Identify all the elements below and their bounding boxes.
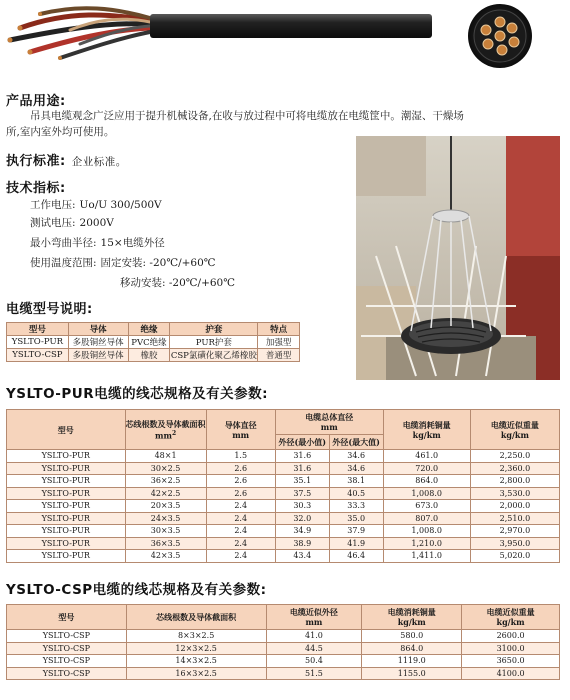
crane-spreader-photo <box>356 136 560 380</box>
col-header-copper-unit: kg/km <box>397 617 426 627</box>
spec-item-test-voltage <box>30 216 114 230</box>
table-cell: 673.0 <box>383 500 470 513</box>
table-cell: 33.3 <box>329 500 383 513</box>
col-header: 护套 <box>170 323 258 336</box>
col-header-od-label: 电缆近似外径 <box>289 607 338 617</box>
col-header-weight-label: 电缆近似重量 <box>490 419 539 430</box>
table-cell: 8×3×2.5 <box>126 630 266 643</box>
spec-value: 移动安装: -20℃/+60℃ <box>120 277 235 289</box>
table-cell: 2,970.0 <box>470 525 559 538</box>
col-header-weight-unit: kg/km <box>496 617 525 627</box>
spec-value: 固定安装: -20℃/+60℃ <box>100 257 216 269</box>
table-cell: 38.9 <box>275 537 329 550</box>
spec-item-voltage <box>30 198 162 212</box>
col-header: 特点 <box>258 323 300 336</box>
col-header-cores-unit-sup: 2 <box>171 429 177 437</box>
table-cell: YSLTO-PUR <box>7 475 126 488</box>
table-cell: 2.4 <box>206 537 275 550</box>
spec-item-temp-range <box>30 256 216 270</box>
table-row <box>7 642 560 655</box>
col-header-weight-label: 电缆近似重量 <box>486 607 535 617</box>
col-header-weight <box>462 605 560 630</box>
table-cell: 46.4 <box>329 550 383 563</box>
usage-text-line2: 所,室内室外均可使用。 <box>6 126 115 138</box>
col-header-conductor <box>206 410 275 450</box>
col-header-min: 外径(最小值) <box>275 435 329 450</box>
application-photo <box>356 136 560 380</box>
table-cell: 37.9 <box>329 525 383 538</box>
tech-heading: 技术指标: <box>6 181 66 196</box>
table-cell: 31.6 <box>275 462 329 475</box>
csp-spec-table <box>6 604 560 680</box>
table-cell: YSLTO-PUR <box>7 487 126 500</box>
table-cell: 1155.0 <box>362 667 462 680</box>
table-cell: 1,008.0 <box>383 525 470 538</box>
model-desc-heading: 电缆型号说明: <box>6 302 93 317</box>
table-cell: 43.4 <box>275 550 329 563</box>
table-cell: 2.4 <box>206 512 275 525</box>
table-cell: YSLTO-CSP <box>7 667 127 680</box>
table-header-row <box>7 323 300 336</box>
table-cell: 12×3×2.5 <box>126 642 266 655</box>
pur-heading: YSLTO-PUR电缆的线芯规格及有关参数: <box>6 386 269 402</box>
table-cell: 5,020.0 <box>470 550 559 563</box>
table-cell: 50.4 <box>266 655 362 668</box>
table-cell: 31.6 <box>275 450 329 463</box>
col-header-copper <box>362 605 462 630</box>
table-cell: 普通型 <box>258 349 300 362</box>
col-header-od <box>266 605 362 630</box>
table-cell: 41.9 <box>329 537 383 550</box>
spec-label: 最小弯曲半径: <box>30 237 97 249</box>
col-header-conductor-label: 导体直径 <box>224 419 257 430</box>
spec-value: 15×电缆外径 <box>100 237 165 249</box>
table-cell: 30×2.5 <box>125 462 206 475</box>
table-cell: 多股铜丝导体 <box>68 336 128 349</box>
table-cell: 4100.0 <box>462 667 560 680</box>
table-row <box>7 550 560 563</box>
col-header-weight <box>470 410 559 450</box>
col-header-copper-label: 电缆消耗铜量 <box>402 419 451 430</box>
table-cell: 36×2.5 <box>125 475 206 488</box>
col-header-model: 型号 <box>7 410 126 450</box>
table-header-row <box>7 410 560 435</box>
table-cell: YSLTO-PUR <box>7 550 126 563</box>
table-cell: 44.5 <box>266 642 362 655</box>
table-cell: YSLTO-PUR <box>7 500 126 513</box>
table-row <box>7 500 560 513</box>
table-cell: 35.0 <box>329 512 383 525</box>
table-cell: YSLTO-CSP <box>7 349 69 362</box>
table-cell: 720.0 <box>383 462 470 475</box>
table-cell: 2.4 <box>206 500 275 513</box>
table-cell: 多股铜丝导体 <box>68 349 128 362</box>
table-cell: 14×3×2.5 <box>126 655 266 668</box>
table-row <box>7 512 560 525</box>
table-cell: 38.1 <box>329 475 383 488</box>
table-cell: 2.4 <box>206 550 275 563</box>
col-header-max: 外径(最大值) <box>329 435 383 450</box>
col-header-cores: 芯线根数及导体截面积 <box>126 605 266 630</box>
spec-label: 工作电压: <box>30 199 76 211</box>
table-cell: 3100.0 <box>462 642 560 655</box>
table-cell: 2.6 <box>206 487 275 500</box>
table-cell: 40.5 <box>329 487 383 500</box>
csp-heading: YSLTO-CSP电缆的线芯规格及有关参数: <box>6 582 267 598</box>
table-cell: YSLTO-CSP <box>7 655 127 668</box>
table-cell: 橡胶 <box>128 349 170 362</box>
table-cell: 42×3.5 <box>125 550 206 563</box>
spec-label: 测试电压: <box>30 217 76 229</box>
table-row <box>7 349 300 362</box>
col-header-overall <box>275 410 383 435</box>
table-cell: 1.5 <box>206 450 275 463</box>
table-cell: 2.4 <box>206 525 275 538</box>
col-header-cores-unit: mm <box>155 430 172 441</box>
table-row <box>7 655 560 668</box>
table-cell: 34.9 <box>275 525 329 538</box>
table-row <box>7 336 300 349</box>
table-cell: 36×3.5 <box>125 537 206 550</box>
table-cell: 24×3.5 <box>125 512 206 525</box>
table-cell: 3,530.0 <box>470 487 559 500</box>
col-header-model: 型号 <box>7 605 127 630</box>
table-cell: 580.0 <box>362 630 462 643</box>
cable-illustration <box>0 0 570 72</box>
col-header-conductor-unit: mm <box>232 429 250 440</box>
table-cell: 2.6 <box>206 462 275 475</box>
table-header-row <box>7 605 560 630</box>
table-cell: 2600.0 <box>462 630 560 643</box>
table-cell: 1,008.0 <box>383 487 470 500</box>
table-cell: YSLTO-PUR <box>7 512 126 525</box>
col-header-cores <box>125 410 206 450</box>
table-cell: 807.0 <box>383 512 470 525</box>
col-header: 绝缘 <box>128 323 170 336</box>
table-cell: 32.0 <box>275 512 329 525</box>
col-header-overall-unit: mm <box>320 422 338 432</box>
table-cell: 1,411.0 <box>383 550 470 563</box>
table-cell: YSLTO-CSP <box>7 630 127 643</box>
table-row <box>7 450 560 463</box>
table-cell: 864.0 <box>362 642 462 655</box>
table-cell: 30.3 <box>275 500 329 513</box>
col-header: 导体 <box>68 323 128 336</box>
table-cell: 2,360.0 <box>470 462 559 475</box>
usage-text-line1: 吊具电缆观念广泛应用于提升机械设备,在收与放过程中可将电缆放在电缆筐中。潮湿、干燥场 <box>30 110 464 122</box>
table-cell: 864.0 <box>383 475 470 488</box>
table-cell: 42×2.5 <box>125 487 206 500</box>
table-cell: 1119.0 <box>362 655 462 668</box>
table-cell: YSLTO-PUR <box>7 537 126 550</box>
col-header: 型号 <box>7 323 69 336</box>
table-cell: CSP氯磺化聚乙烯橡胶 <box>170 349 258 362</box>
table-cell: PVC绝缘 <box>128 336 170 349</box>
spec-label: 使用温度范围: <box>30 257 97 269</box>
table-cell: 2,510.0 <box>470 512 559 525</box>
table-cell: 35.1 <box>275 475 329 488</box>
table-cell: 30×3.5 <box>125 525 206 538</box>
table-cell: 加强型 <box>258 336 300 349</box>
table-row <box>7 667 560 680</box>
table-cell: 48×1 <box>125 450 206 463</box>
table-row <box>7 475 560 488</box>
pur-spec-table <box>6 409 560 563</box>
col-header-copper <box>383 410 470 450</box>
table-cell: 461.0 <box>383 450 470 463</box>
table-cell: YSLTO-CSP <box>7 642 127 655</box>
table-row <box>7 537 560 550</box>
table-cell: 41.0 <box>266 630 362 643</box>
table-cell: 37.5 <box>275 487 329 500</box>
col-header-od-unit: mm <box>305 617 323 627</box>
table-cell: 2.6 <box>206 475 275 488</box>
col-header-copper-unit: kg/km <box>412 429 441 440</box>
table-cell: 34.6 <box>329 462 383 475</box>
col-header-copper-label: 电缆消耗铜量 <box>387 607 436 617</box>
table-cell: YSLTO-PUR <box>7 525 126 538</box>
standard-value: 企业标准。 <box>71 156 127 168</box>
table-cell: 2,800.0 <box>470 475 559 488</box>
table-cell: PUR护套 <box>170 336 258 349</box>
table-row <box>7 630 560 643</box>
table-cell: 51.5 <box>266 667 362 680</box>
table-cell: 1,210.0 <box>383 537 470 550</box>
spec-item-temp-mobile <box>120 276 235 290</box>
table-cell: 34.6 <box>329 450 383 463</box>
spec-value: 2000V <box>79 217 114 229</box>
cable-product-image <box>0 0 570 72</box>
table-cell: YSLTO-PUR <box>7 462 126 475</box>
table-cell: 3,950.0 <box>470 537 559 550</box>
table-cell: YSLTO-PUR <box>7 336 69 349</box>
table-cell: 2,250.0 <box>470 450 559 463</box>
table-cell: 3650.0 <box>462 655 560 668</box>
model-desc-table <box>6 322 300 362</box>
standard-heading-label: 执行标准: <box>6 154 66 169</box>
table-cell: 16×3×2.5 <box>126 667 266 680</box>
spec-value: Uo/U 300/500V <box>79 199 162 211</box>
table-cell: YSLTO-PUR <box>7 450 126 463</box>
standard-heading <box>6 150 127 169</box>
col-header-weight-unit: kg/km <box>500 429 529 440</box>
usage-heading: 产品用途: <box>6 94 66 109</box>
table-row <box>7 487 560 500</box>
spec-item-bend-radius <box>30 236 165 250</box>
table-row <box>7 462 560 475</box>
col-header-cores-label: 芯线根数及导体截面积 <box>125 418 206 429</box>
col-header-overall-label: 电缆总体直径 <box>305 412 354 422</box>
table-cell: 20×3.5 <box>125 500 206 513</box>
table-row <box>7 525 560 538</box>
table-cell: 2,000.0 <box>470 500 559 513</box>
